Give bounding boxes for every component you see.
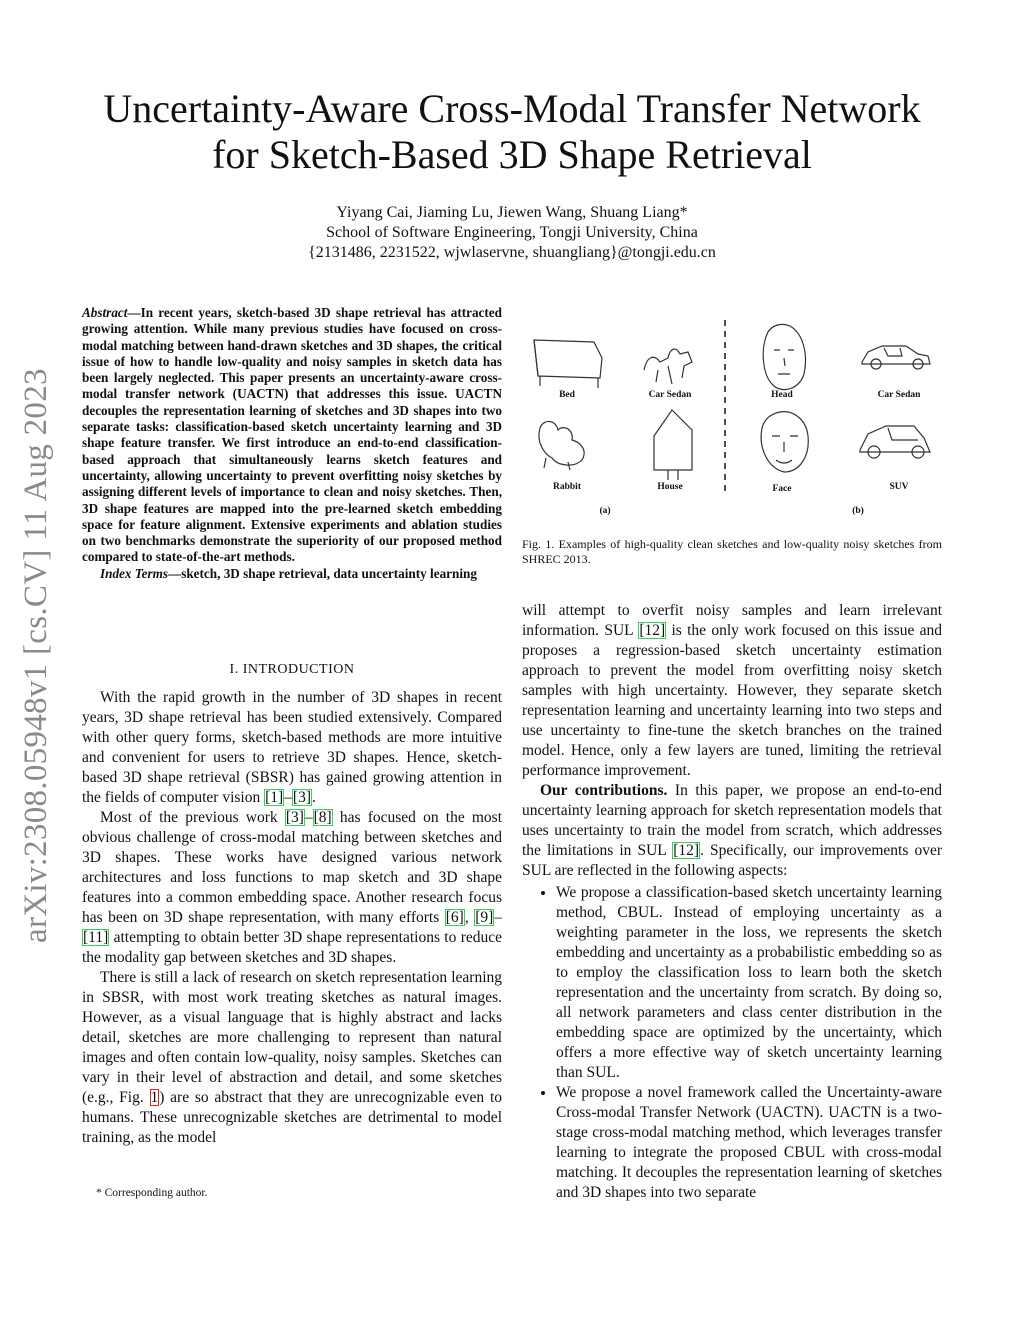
head-sketch [763, 324, 805, 389]
emails: {2131486, 2231522, wjwlaservne, shuangliang}@tongji.edu.cn [308, 244, 716, 261]
figure-caption: Fig. 1. Examples of high-quality clean sketches and low-quality noisy sketches from SHREC 2013. [522, 537, 942, 566]
citation-link[interactable]: [11] [83, 929, 109, 946]
suv-sketch [860, 426, 930, 458]
abstract [82, 305, 502, 582]
contribution-list [522, 883, 942, 1203]
paragraph: Most of the previous work [3]–[8] has focused on the most obvious challenge of cross-modal matching between sketches and 3D shapes. These works have designed various network architectures and loss functions to map sketch and 3D shape features into a common embedding space. Another research focus has been on 3D shape representation, with many efforts [6], [9]–[11] attempting to obtain better 3D shape representations to reduce the modality gap between sketches and 3D shapes. [82, 809, 503, 966]
citation-link[interactable]: [6] [445, 909, 464, 926]
car-sedan-sketch-clean [862, 346, 930, 369]
affiliation: School of Software Engineering, Tongji University, China [326, 224, 698, 241]
index-terms-text: —sketch, 3D shape retrieval, data uncertainty learning [168, 565, 477, 581]
sketch-label: SUV [889, 482, 909, 492]
list-item: • We propose a classification-based sketch uncertainty learning method, CBUL. Instead of employing uncertainty as a weighting parameter in the loss, we represents the sketch embedding and uncertainty as a probabilistic embedding so as to employ the classification loss to learn both the sketch representation and the uncertainty from scratch. By doing so, all network parameters and class center distribution in the embedding space are optimized by the uncertainty, which offers a more effective way of sketch uncertainty learning than SUL. [556, 883, 942, 1083]
citation-link[interactable]: [12] [639, 622, 666, 639]
citation-link[interactable]: [1] [265, 789, 284, 806]
paragraph: will attempt to overfit noisy samples and learn irrelevant information. SUL [12] is the only work focused on this issue and proposes a regression-based sketch uncertainty estimation approach to prevent the model from overfitting noisy sketch samples with high uncertainty. However, they separate sketch representation learning and uncertainty learning into two steps and use uncertainty to fine-tune the sketch branches on the trained model. Hence, only a few layers are tuned, limiting the retrieval performance improvement. [522, 602, 942, 779]
citation-link[interactable]: [8] [313, 809, 332, 826]
abstract-label: Abstract [82, 305, 128, 320]
paragraph: Our contributions. In this paper, we propose an end-to-end uncertainty learning approach for sketch representation models that uses uncertainty to train the model from scratch, which addresses the limitations in SUL [12]. Specifically, our improvements over SUL are reflected in the following aspects: [522, 782, 942, 879]
citation-link[interactable]: [9] [475, 909, 494, 926]
rabbit-sketch [539, 421, 584, 470]
subfigure-label: (b) [852, 506, 864, 516]
subfigure-label: (a) [599, 506, 611, 516]
author-block [60, 203, 964, 263]
contributions-label: Our contributions. [540, 782, 668, 799]
citation-link[interactable]: [3] [285, 809, 304, 826]
sketch-label: House [657, 482, 683, 492]
paragraph: There is still a lack of research on sketch representation learning in SBSR, with most work treating sketches as natural images. However, as a visual language that is highly abstract and lacks detail, sketches are more challenging to represent than natural images and often contain low-quality, noisy samples. Sketches can vary in their level of abstraction and detail, and some sketches (e.g., Fig. 1) are so abstract that they are unrecognizable even to humans. These unrecognizable sketches are detrimental to model training, as the model [82, 969, 502, 1146]
right-column-text [522, 601, 942, 1203]
index-terms-label: Index Terms [100, 565, 169, 581]
citation-link[interactable]: [12] [673, 842, 700, 859]
sketch-label: Head [771, 390, 793, 400]
face-sketch [761, 412, 808, 472]
bed-sketch [534, 340, 602, 388]
car-sedan-sketch [644, 349, 692, 384]
paper-title [60, 86, 964, 178]
introduction-text [82, 688, 502, 1148]
sketch-label: Car Sedan [877, 390, 921, 400]
arxiv-stamp: arXiv:2308.05948v1 [cs.CV] 11 Aug 2023 [18, 368, 54, 943]
sketch-label: Rabbit [553, 482, 581, 492]
index-terms [82, 566, 502, 582]
list-item: • We propose a novel framework called the Uncertainty-aware Cross-modal Transfer Network (UACTN). UACTN is a two-stage cross-modal matching method, which leverages transfer learning to integrate the proposed CBUL with cross-modal matching. It decouples the representation learning of sketches and 3D shapes into two separate [556, 1083, 942, 1203]
title-line-2: for Sketch-Based 3D Shape Retrieval [212, 132, 812, 177]
footnote: * Corresponding author. [96, 1187, 208, 1199]
sketch-label: Face [772, 484, 792, 494]
figure-1 [522, 318, 952, 518]
sketch-label: Bed [559, 390, 575, 400]
house-sketch [654, 410, 692, 480]
citation-link[interactable]: [3] [292, 789, 311, 806]
figure-link[interactable]: 1 [150, 1089, 159, 1106]
title-line-1: Uncertainty-Aware Cross-Modal Transfer Network [103, 86, 921, 131]
sketch-label: Car Sedan [648, 390, 692, 400]
paragraph: With the rapid growth in the number of 3D shapes in recent years, 3D shape retrieval has been studied extensively. Compared with other query forms, sketch-based methods are more intuitive and convenient for users to retrieve 3D shapes. Hence, sketch-based 3D shape retrieval (SBSR) has gained growing attention in the fields of computer vision [1]–[3]. [82, 689, 502, 806]
abstract-text: —In recent years, sketch-based 3D shape retrieval has attracted growing attention. While many previous studies have focused on cross-modal matching between hand-drawn sketches and 3D shapes, the critical issue of how to handle low-quality and noisy samples in sketch data has been largely neglected. This paper presents an uncertainty-aware cross-modal transfer network (UACTN) that addresses this issue. UACTN decouples the representation learning of sketches and 3D shapes into two separate tasks: classification-based sketch uncertainty learning and 3D shape feature transfer. We first introduce an end-to-end classification-based approach that simultaneously learns sketch features and uncertainty, allowing uncertainty to prevent overfitting noisy sketches by assigning different levels of importance to clean and noisy sketches. Then, 3D shape features are mapped into the pre-learned sketch embedding space for feature alignment. Extensive experiments and ablation studies on two benchmarks demonstrate the superiority of our proposed method compared to state-of-the-art methods. [82, 305, 502, 565]
authors: Yiyang Cai, Jiaming Lu, Jiewen Wang, Shuang Liang* [336, 204, 688, 221]
section-heading: I. INTRODUCTION [229, 662, 355, 677]
